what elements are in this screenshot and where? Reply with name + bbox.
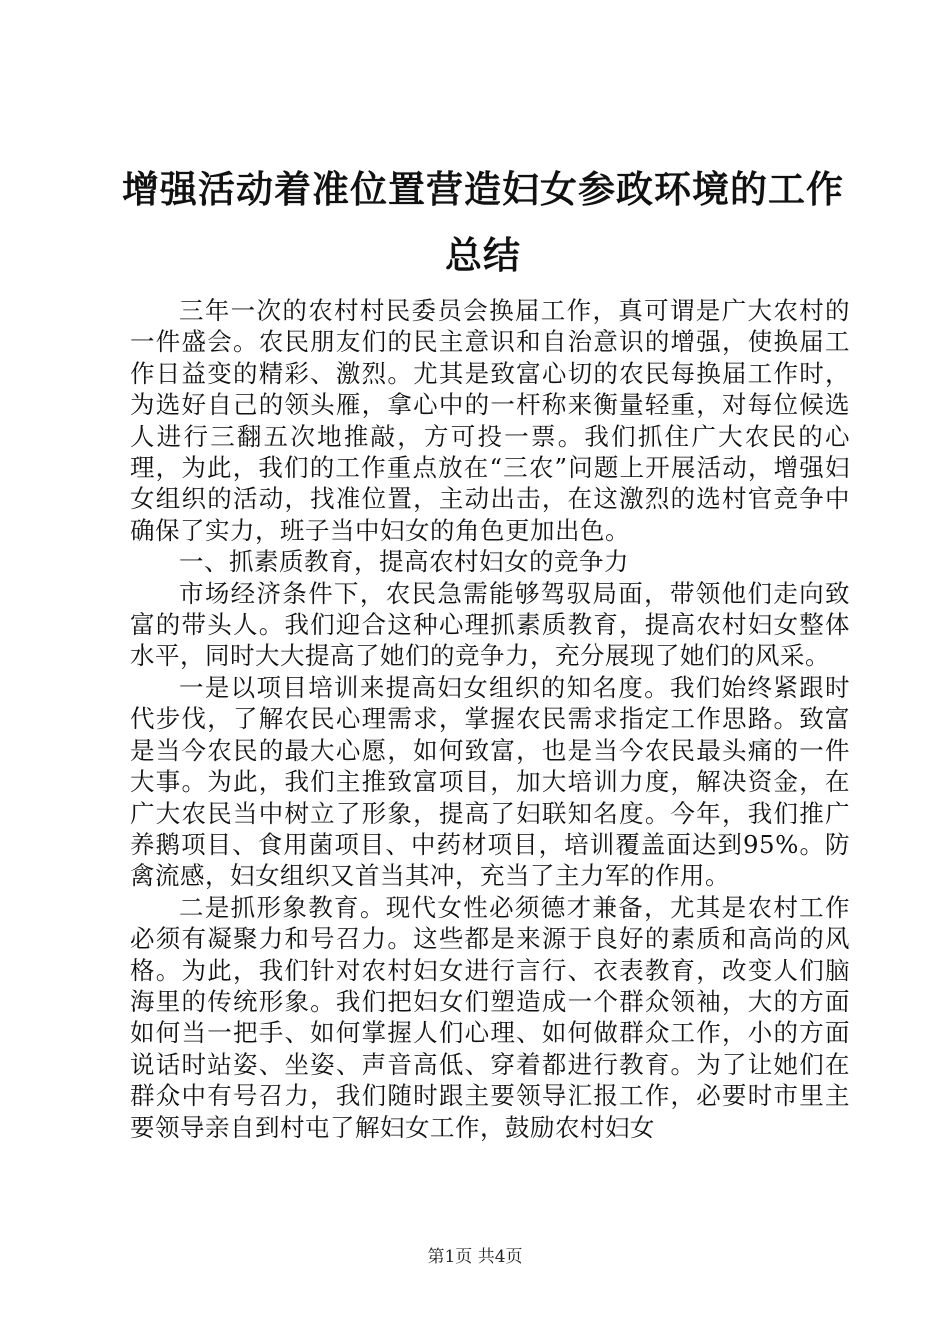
paragraph-image-education: 二是抓形象教育。现代女性必须德才兼备，尤其是农村工作必须有凝聚力和号召力。这些都是来源于良好的素质和高尚的风格。为此，我们针对农村妇女进行言行、衣表教育，改变人们脑海里的传统形象。我们把妇女们塑造成一个群众领袖，大的方面如何当一把手、如何掌握人们心理、如何做群众工作，小的方面说话时站姿、坐姿、声音高低、穿着都进行教育。为了让她们在群众中有号召力，我们随时跟主要领导汇报工作，必要时市里主要领导亲自到村屯了解妇女工作，鼓励农村妇女 [130,892,850,1142]
document-title: 增强活动着准位置营造妇女参政环境的工作总结 [122,167,844,277]
section-heading: 一、抓素质教育，提高农村妇女的竞争力 [179,547,629,577]
paragraph-intro: 三年一次的农村村民委员会换届工作，真可谓是广大农村的一件盛会。农民朋友们的民主意识和自治意识的增强，使换届工作日益变的精彩、激烈。尤其是致富心切的农民每换届工作时，为选好自己的领头雁，拿心中的一杆称来衡量轻重，对每位候选人进行三翻五次地推敲，方可投一票。我们抓住广大农民的心理，为此，我们的工作重点放在“三农”问题上开展活动，增强妇女组织的活动，找准位置，主动出击，在这激烈的选村官竞争中确保了实力，班子当中妇女的角色更加出色。 [130,296,850,545]
page-footer: 第1页 共4页 [427,1247,523,1267]
document-body [130,295,850,1143]
paragraph-project-training: 一是以项目培训来提高妇女组织的知名度。我们始终紧跟时代步伐，了解农民心理需求，掌握农民需求指定工作思路。致富是当今农民的最大心愿，如何致富，也是当今农民最头痛的一件大事。为此，我们主推致富项目，加大培训力度，解决资金，在广大农民当中树立了形象，提高了妇联知名度。今年，我们推广养鹅项目、食用菌项目、中药材项目，培训覆盖面达到95%。防禽流感，妇女组织又首当其冲，充当了主力军的作用。 [130,672,850,891]
paragraph-market-economy: 市场经济条件下，农民急需能够驾驭局面，带领他们走向致富的带头人。我们迎合这种心理抓素质教育，提高农村妇女整体水平，同时大大提高了她们的竞争力，充分展现了她们的风采。 [130,578,850,671]
